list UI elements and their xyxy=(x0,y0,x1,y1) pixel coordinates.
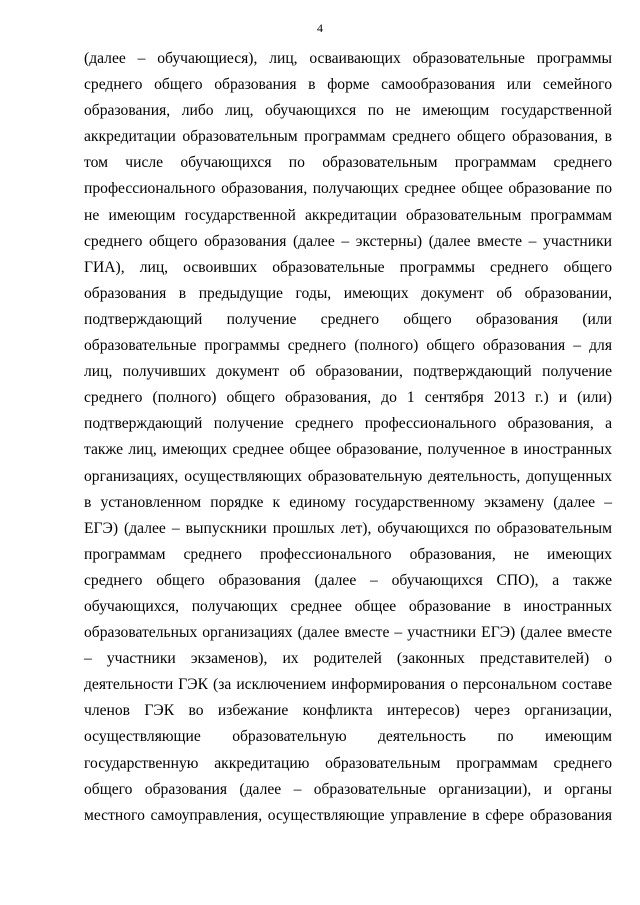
text-line: государственную аккредитацию образовательным программам среднего xyxy=(84,754,612,772)
text-line: обучающихся, получающих среднее общее образование в иностранных xyxy=(84,597,612,615)
text-line: том числе обучающихся по образовательным программам среднего xyxy=(84,154,612,172)
text-line: подтверждающий получение среднего профессионального образования, а xyxy=(84,415,612,433)
text-line: образовательные программы среднего (полного) общего образования – для xyxy=(84,337,612,355)
text-line: образования в предыдущие годы, имеющих документ об образовании, xyxy=(84,284,612,302)
text-line: среднего общего образования (далее – экстерны) (далее вместе – участники xyxy=(84,232,612,250)
text-line: лиц, получивших документ об образовании, подтверждающий получение xyxy=(84,363,612,381)
text-line: (далее – обучающиеся), лиц, осваивающих образовательные программы xyxy=(84,50,612,67)
text-line: среднего (полного) общего образования, до 1 сентября 2013 г.) и (или) xyxy=(84,389,612,407)
text-line: ГИА), лиц, освоивших образовательные программы среднего общего xyxy=(84,258,612,276)
text-line: деятельности ГЭК (за исключением информирования о персональном составе xyxy=(84,676,612,694)
body-text xyxy=(84,46,612,829)
text-line: организациях, осуществляющих образовательную деятельность, допущенных xyxy=(84,467,612,485)
text-line: образования, либо лиц, обучающихся по не имеющим государственной xyxy=(84,102,612,120)
text-line: осуществляющие образовательную деятельность по имеющим xyxy=(84,728,612,746)
text-line: в установленном порядке к единому государственному экзамену (далее – xyxy=(84,493,612,511)
text-line: профессионального образования, получающих среднее общее образование по xyxy=(84,180,612,198)
text-line: подтверждающий получение среднего общего образования (или xyxy=(84,310,612,328)
text-line: среднего общего образования (далее – обучающихся СПО), а также xyxy=(84,571,612,589)
text-line: также лиц, имеющих среднее общее образование, полученное в иностранных xyxy=(84,441,612,459)
page-number: 4 xyxy=(317,21,323,35)
text-line: образовательных организациях (далее вместе – участники ЕГЭ) (далее вместе xyxy=(84,624,612,642)
text-line: ЕГЭ) (далее – выпускники прошлых лет), обучающихся по образовательным xyxy=(84,519,612,537)
text-line: общего образования (далее – образовательные организации), и органы xyxy=(84,780,612,798)
text-line: местного самоуправления, осуществляющие управление в сфере образования xyxy=(84,806,612,824)
text-line: – участники экзаменов), их родителей (законных представителей) о xyxy=(84,650,612,668)
text-line: программам среднего профессионального образования, не имеющих xyxy=(84,545,612,563)
text-line: членов ГЭК во избежание конфликта интересов) через организации, xyxy=(84,702,612,720)
text-line: не имеющим государственной аккредитации образовательным программам xyxy=(84,206,612,224)
text-line: аккредитации образовательным программам среднего общего образования, в xyxy=(84,128,612,146)
text-line: среднего общего образования в форме самообразования или семейного xyxy=(84,76,612,94)
